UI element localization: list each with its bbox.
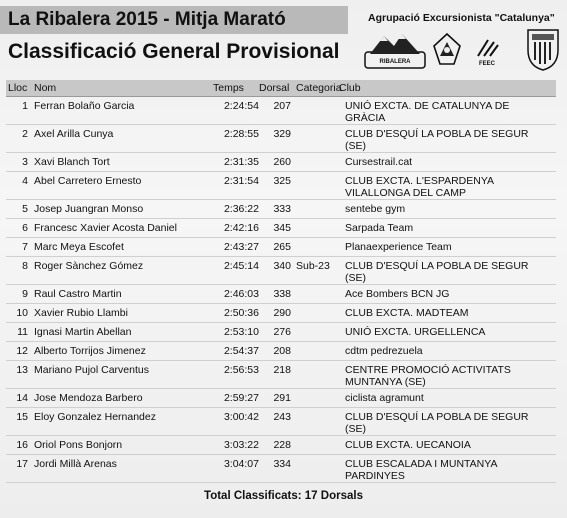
race-title: La Ribalera 2015 - Mitja Marató	[8, 9, 286, 30]
cell-club: CLUB EXCTA. L'ESPARDENYA VILALLONGA DEL CAMP	[345, 175, 494, 199]
cell-nom: Josep Juangran Monso	[34, 203, 144, 215]
col-temps: Temps	[213, 82, 244, 94]
cell-nom: Abel Carretero Ernesto	[34, 175, 142, 187]
cell-temps: 2:50:36	[223, 307, 259, 319]
cell-lloc: 6	[22, 222, 28, 234]
cell-lloc: 8	[22, 260, 28, 272]
cell-club: cdtm pedrezuela	[345, 345, 423, 357]
cell-nom: Axel Arilla Cunya	[34, 128, 114, 140]
cell-dorsal: 207	[273, 100, 291, 112]
cell-nom: Oriol Pons Bonjorn	[34, 439, 123, 451]
page-subtitle: Classificació General Provisional	[8, 40, 340, 63]
feec-logo-icon	[472, 36, 502, 68]
cell-temps: 2:31:54	[223, 175, 259, 187]
cell-nom: Xavier Rubio Llambi	[34, 307, 128, 319]
cell-nom: Ferran Bolaño Garcia	[34, 100, 135, 112]
cell-nom: Jose Mendoza Barbero	[34, 392, 143, 404]
cell-lloc: 14	[16, 392, 28, 404]
col-club: Club	[339, 82, 361, 94]
cell-temps: 2:56:53	[223, 364, 259, 376]
logos-area	[360, 26, 565, 72]
cell-temps: 3:04:07	[223, 458, 259, 470]
title-band	[0, 6, 348, 34]
cell-club: sentebe gym	[345, 203, 406, 215]
col-lloc: Lloc	[8, 82, 28, 94]
cell-lloc: 5	[22, 203, 28, 215]
cell-dorsal: 243	[273, 411, 291, 423]
cell-temps: 2:59:27	[223, 392, 259, 404]
cell-club: ciclista agramunt	[345, 392, 424, 404]
table-body	[6, 97, 556, 483]
organizer-name: Agrupació Excursionista "Catalunya"	[368, 12, 555, 24]
cell-dorsal: 329	[273, 128, 291, 140]
cell-dorsal: 333	[273, 203, 291, 215]
cell-club: CLUB EXCTA. MADTEAM	[345, 307, 469, 319]
table-row	[6, 153, 556, 172]
cell-temps: 2:46:03	[223, 288, 259, 300]
table-row	[6, 172, 556, 200]
col-categoria: Categoria	[296, 82, 342, 94]
ribalera-logo-icon	[364, 28, 426, 70]
cell-nom: Xavi Blanch Tort	[34, 156, 110, 168]
table-row	[6, 200, 556, 219]
cell-nom: Ignasi Martin Abellan	[34, 326, 132, 338]
cell-temps: 2:28:55	[223, 128, 259, 140]
cell-club: CLUB ESCALADA I MUNTANYA PARDINYES	[345, 458, 497, 482]
cell-temps: 2:42:16	[223, 222, 259, 234]
cell-club: CLUB D'ESQUÍ LA POBLA DE SEGUR (SE)	[345, 128, 529, 152]
cell-nom: Raul Castro Martin	[34, 288, 122, 300]
cell-nom: Marc Meya Escofet	[34, 241, 124, 253]
cell-temps: 2:24:54	[223, 100, 259, 112]
cell-club: Cursestrail.cat	[345, 156, 413, 168]
table-row	[6, 342, 556, 361]
cell-lloc: 1	[22, 100, 28, 112]
cell-lloc: 10	[16, 307, 28, 319]
cell-nom: Mariano Pujol Carventus	[34, 364, 149, 376]
cell-nom: Roger Sànchez Gómez	[34, 260, 144, 272]
cell-dorsal: 290	[273, 307, 291, 319]
table-row	[6, 389, 556, 408]
cell-dorsal: 325	[273, 175, 291, 187]
cell-lloc: 7	[22, 241, 28, 253]
total-classified: Total Classificats: 17 Dorsals	[204, 490, 363, 502]
cell-temps: 2:53:10	[223, 326, 259, 338]
cell-categoria: Sub-23	[296, 260, 330, 272]
cell-lloc: 4	[22, 175, 28, 187]
cell-dorsal: 265	[273, 241, 291, 253]
table-row	[6, 408, 556, 436]
cell-temps: 2:54:37	[223, 345, 259, 357]
cell-dorsal: 338	[273, 288, 291, 300]
cell-lloc: 3	[22, 156, 28, 168]
cell-dorsal: 218	[273, 364, 291, 376]
results-table	[6, 80, 556, 483]
cell-lloc: 17	[16, 458, 28, 470]
table-row	[6, 436, 556, 455]
table-row	[6, 361, 556, 389]
cell-lloc: 15	[16, 411, 28, 423]
cell-club: CLUB D'ESQUÍ LA POBLA DE SEGUR (SE)	[345, 411, 529, 435]
table-header	[6, 80, 556, 97]
cell-temps: 3:03:22	[223, 439, 259, 451]
cell-dorsal: 208	[273, 345, 291, 357]
cell-lloc: 16	[16, 439, 28, 451]
cell-dorsal: 334	[273, 458, 291, 470]
cell-lloc: 11	[17, 326, 28, 338]
col-dorsal: Dorsal	[259, 82, 290, 94]
cell-dorsal: 340	[273, 260, 291, 272]
table-row	[6, 285, 556, 304]
ribalera-logo-text: RIBALERA	[379, 59, 411, 65]
cell-club: CLUB EXCTA. UECANOIA	[345, 439, 471, 451]
table-row	[6, 323, 556, 342]
table-row	[6, 455, 556, 483]
coat-of-arms-icon	[524, 26, 562, 72]
cell-lloc: 9	[22, 288, 28, 300]
cell-dorsal: 228	[273, 439, 291, 451]
cell-lloc: 12	[16, 345, 28, 357]
cell-temps: 2:31:35	[223, 156, 259, 168]
cell-dorsal: 276	[273, 326, 291, 338]
table-row	[6, 238, 556, 257]
table-row	[6, 219, 556, 238]
cell-club: CLUB D'ESQUÍ LA POBLA DE SEGUR (SE)	[345, 260, 529, 284]
cell-temps: 2:45:14	[223, 260, 259, 272]
cell-club: UNIÓ EXCTA. URGELLENCA	[345, 326, 486, 338]
cell-temps: 2:36:22	[223, 203, 259, 215]
table-row	[6, 125, 556, 153]
cell-dorsal: 345	[273, 222, 291, 234]
cell-nom: Jordi Millà Arenas	[34, 458, 117, 470]
col-nom: Nom	[34, 82, 57, 94]
club-emblem-icon	[432, 32, 462, 66]
cell-temps: 3:00:42	[223, 411, 259, 423]
cell-club: Planaexperience Team	[345, 241, 452, 253]
cell-dorsal: 260	[273, 156, 291, 168]
feec-logo-text: FEEC	[478, 61, 496, 67]
table-row	[6, 97, 556, 125]
cell-club: CENTRE PROMOCIÓ ACTIVITATS MUNTANYA (SE)	[345, 364, 511, 388]
table-row	[6, 257, 556, 285]
cell-temps: 2:43:27	[223, 241, 259, 253]
cell-club: Sarpada Team	[345, 222, 414, 234]
cell-lloc: 2	[22, 128, 28, 140]
table-row	[6, 304, 556, 323]
cell-nom: Eloy Gonzalez Hernandez	[34, 411, 156, 423]
cell-club: Ace Bombers BCN JG	[345, 288, 450, 300]
cell-club: UNIÓ EXCTA. DE CATALUNYA DE GRÀCIA	[345, 100, 510, 124]
cell-nom: Francesc Xavier Acosta Daniel	[34, 222, 177, 234]
cell-dorsal: 291	[273, 392, 291, 404]
cell-lloc: 13	[16, 364, 28, 376]
cell-nom: Alberto Torrijos Jimenez	[34, 345, 146, 357]
